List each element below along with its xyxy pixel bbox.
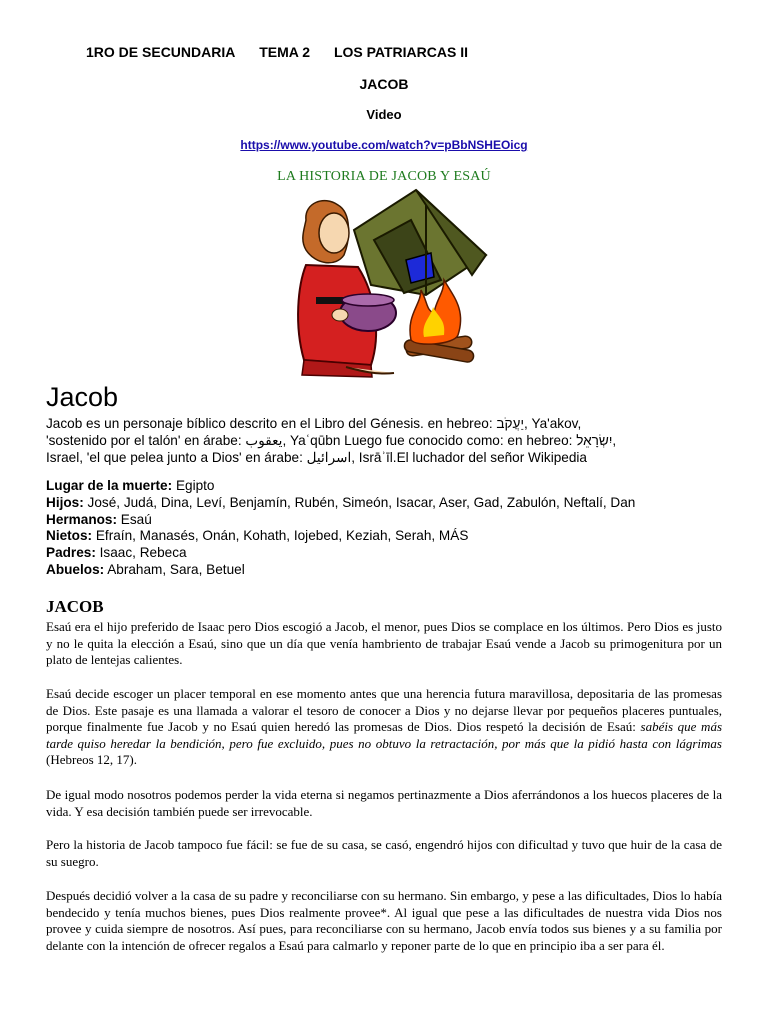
- paragraph-text: (Hebreos 12, 17).: [46, 752, 137, 768]
- section-title: JACOB: [46, 597, 104, 616]
- fact-value: Isaac, Rebeca: [99, 545, 187, 561]
- tent-icon: [354, 190, 486, 295]
- paragraph: Pero la historia de Jacob tampoco fue fácil: se fue de su casa, se casó, engendró hijos con dificultad y tuvo que huir de la casa de su suegro.: [46, 837, 722, 869]
- wiki-line: Israel, 'el que pelea junto a Dios' en árabe: اسرائيل, Isrāʾīl.El luchador del señor Wikipedia: [46, 450, 587, 465]
- wiki-line: 'sostenido por el talón' en árabe: يعقوب, Yaʿqūbn Luego fue conocido como: en hebreo: יִשְׂרָאֵל,: [46, 433, 617, 448]
- story-title: LA HISTORIA DE JACOB Y ESAÚ: [277, 169, 491, 184]
- topic-label: TEMA 2: [259, 44, 311, 60]
- jacob-tent-illustration: [276, 185, 492, 385]
- fact-label: Lugar de la muerte:: [46, 478, 173, 493]
- paragraph: [46, 686, 722, 769]
- paragraph: De igual modo nosotros podemos perder la vida eterna si negamos pertinazmente a Dios aferrándonos a los huecos placeres de la vida. Y esa decisión también puede ser irrevocable.: [46, 787, 722, 819]
- wiki-title: Jacob: [46, 382, 119, 412]
- fact-label: Hijos:: [46, 494, 84, 510]
- fact-value: Efraín, Manasés, Onán, Kohath, Iojebed, Keziah, Serah, MÁS: [95, 528, 469, 544]
- facts-list: [46, 478, 736, 579]
- fact-row: [46, 478, 736, 495]
- fact-label: Padres:: [46, 545, 96, 561]
- fact-row: [46, 562, 736, 579]
- page-title: JACOB: [359, 76, 409, 92]
- fact-value: Egipto: [175, 478, 215, 493]
- fact-row: [46, 545, 736, 562]
- fact-label: Nietos:: [46, 528, 93, 544]
- unit-label: LOS PATRIARCAS II: [333, 44, 469, 60]
- fact-label: Hermanos:: [46, 511, 118, 527]
- fact-row: [46, 495, 736, 512]
- fact-label: Abuelos:: [46, 561, 105, 577]
- paragraph: Esaú era el hijo preferido de Isaac pero Dios escogió a Jacob, el menor, pues Dios se complace en los últimos. Pero Dios es justo y no le quita la elección a Esaú, sino que un día que venía hambriento de trabajar Esaú vende a Jacob su primogenitura por un plato de lentejas calientes.: [46, 619, 722, 668]
- fact-value: José, Judá, Dina, Leví, Benjamín, Rubén, Simeón, Isacar, Aser, Gad, Zabulón, Neftalí, Dan: [87, 494, 636, 510]
- fact-row: [46, 512, 736, 529]
- video-link[interactable]: https://www.youtube.com/watch?v=pBbNSHEOicg: [240, 138, 528, 152]
- paragraph: Después decidió volver a la casa de su padre y reconciliarse con su hermano. Sin embargo, y pese a las dificultades, Dios lo había bendecido y tenía muchos bienes, pues Dios realmente provee*. Al igual que pese a las dificultades de nuestra vida Dios nos provee y cuida siempre de nosotros. Así pues, para reconciliarse con su hermano, Jacob envía todos sus bienes y a su familia por delante con la intención de ofrecer regalos a Esaú para calmarlo y reponer parte de lo que en principio iba a ser para él.: [46, 888, 722, 953]
- paragraph-text: Esaú decide escoger un placer temporal en ese momento antes que una herencia futura maravillosa, depositaria de las promesas de Dios. Este pasaje es una llamada a valorar el tesoro de conocer a Dios y no dejarse llevar por pequeños placeres puntuales, porque finalmente fue Jacob y no Esaú quien heredó las promesas de Dios. Dios respetó la decisión de Esaú:: [46, 686, 722, 735]
- video-label: Video: [366, 107, 402, 122]
- wiki-line: Jacob es un personaje bíblico descrito en el Libro del Génesis. en hebreo: יַעֲקֹב, Ya'akov,: [46, 416, 582, 431]
- fact-row: [46, 528, 736, 545]
- fact-value: Esaú: [120, 511, 152, 527]
- quote-text: sabéis que más tarde quiso heredar la bendición, pero fue excluido, pues no obtuvo la retractación, por más que la pidió hasta con lágrimas: [46, 719, 722, 751]
- document-header: [86, 44, 488, 60]
- fact-value: Abraham, Sara, Betuel: [107, 561, 245, 577]
- wiki-summary: [46, 415, 726, 466]
- course-label: 1RO DE SECUNDARIA: [86, 44, 236, 60]
